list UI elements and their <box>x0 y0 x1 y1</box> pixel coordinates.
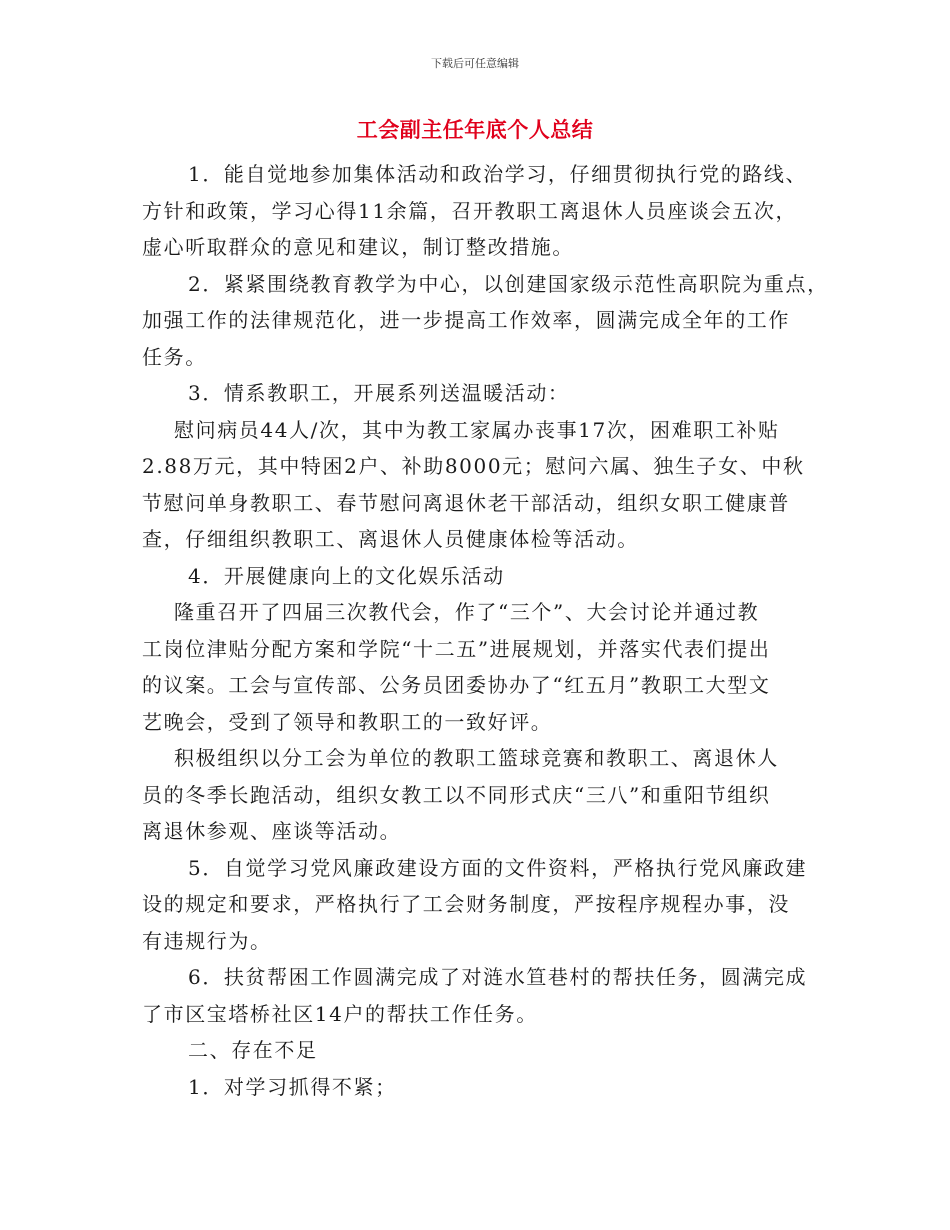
text-line: 节慰问单身教职工、春节慰问离退休老干部活动，组织女职工健康普 <box>142 490 790 515</box>
text-line: 1．能自觉地参加集体活动和政治学习，仔细贯彻执行党的路线、 <box>188 162 808 186</box>
text-line: 艺晚会，受到了领导和教职工的一致好评。 <box>142 709 553 734</box>
text-line: 二、存在不足 <box>188 1038 318 1062</box>
text-line: 离退休参观、座谈等活动。 <box>142 819 402 843</box>
text-line: 积极组织以分工会为单位的教职工篮球竞赛和教职工、离退休人 <box>174 746 779 770</box>
text-line: 有违规行为。 <box>142 928 272 953</box>
text-line: 的议案。工会与宣传部、公务员团委协办了“红五月”教职工大型文 <box>142 673 771 697</box>
text-line: 了市区宝塔桥社区14户的帮扶工作任务。 <box>142 1001 538 1026</box>
text-line: 查，仔细组织教职工、离退休人员健康体检等活动。 <box>142 527 639 551</box>
text-line: 虚心听取群众的意见和建议，制订整改措施。 <box>142 235 574 259</box>
text-line: 员的冬季长跑活动，组织女教工以不同形式庆“三八”和重阳节组织 <box>142 782 771 807</box>
text-line: 慰问病员44人/次，其中为教工家属办丧事17次，困难职工补贴 <box>174 417 780 442</box>
text-line: 设的规定和要求，严格执行了工会财务制度，严按程序规程办事，没 <box>142 892 790 916</box>
text-line: 工岗位津贴分配方案和学院“十二五”进展规划，并落实代表们提出 <box>142 636 771 661</box>
header-note: 下载后可任意编辑 <box>431 57 519 70</box>
text-line: 1．对学习抓得不紧； <box>188 1074 397 1099</box>
text-line: 5．自觉学习党风廉政建设方面的文件资料，严格执行党风廉政建 <box>188 855 808 880</box>
text-line: 加强工作的法律规范化，进一步提高工作效率，圆满完成全年的工作 <box>142 308 790 332</box>
text-line: 2．紧紧围绕教育教学为中心，以创建国家级示范性高职院为重点， <box>188 271 829 296</box>
text-line: 6．扶贫帮困工作圆满完成了对涟水笪巷村的帮扶任务，圆满完成 <box>188 965 808 989</box>
text-line: 任务。 <box>142 344 207 369</box>
text-line: 3．情系教职工，开展系列送温暖活动： <box>188 381 570 405</box>
text-line: 2.88万元，其中特困2户、补助8000元；慰问六属、独生子女、中秋 <box>142 454 805 478</box>
text-line: 方针和政策，学习心得11余篇，召开教职工离退休人员座谈会五次， <box>142 198 798 223</box>
text-line: 隆重召开了四届三次教代会，作了“三个”、大会讨论并通过教 <box>174 600 760 624</box>
text-line: 4．开展健康向上的文化娱乐活动 <box>188 563 505 588</box>
document-title: 工会副主任年底个人总结 <box>356 117 594 142</box>
document-body <box>142 156 829 1105</box>
